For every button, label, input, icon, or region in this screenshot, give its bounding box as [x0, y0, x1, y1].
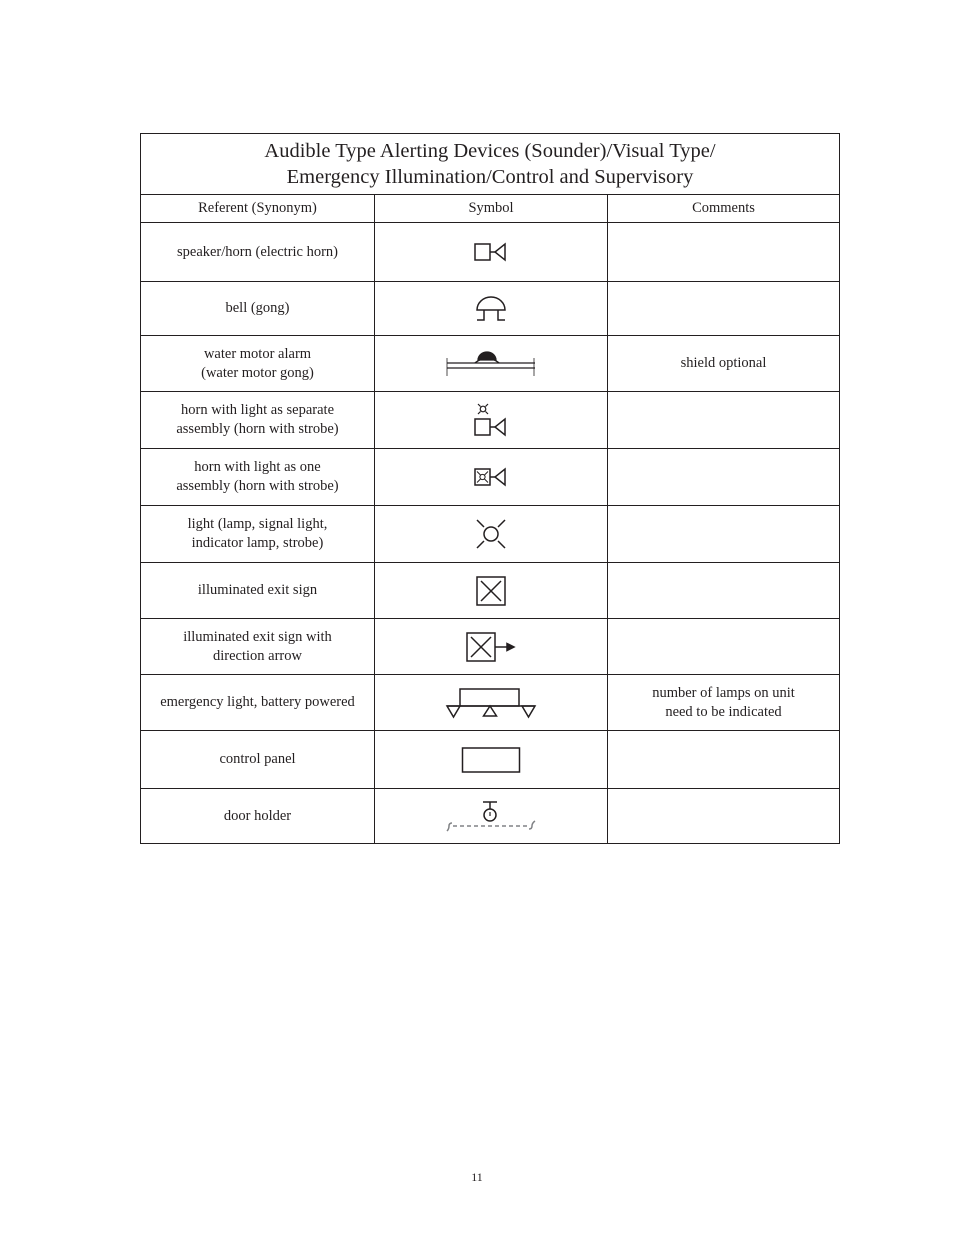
- referent-cell: [141, 336, 374, 391]
- symbol-cell: [374, 336, 607, 391]
- table-row: [141, 223, 839, 282]
- header-referent: Referent (Synonym): [198, 200, 317, 216]
- referent-text: assembly (horn with strobe): [176, 421, 339, 437]
- exit-sign-icon: [475, 575, 507, 607]
- symbol-cell: [374, 392, 607, 448]
- referent-text: control panel: [219, 751, 296, 767]
- page-number: 11: [471, 1170, 483, 1184]
- emergency-light-icon: [445, 686, 537, 720]
- symbol-cell: [374, 223, 607, 281]
- referent-text: light (lamp, signal light,: [187, 516, 328, 532]
- table-title: [141, 134, 839, 195]
- comments-cell: [607, 563, 839, 618]
- table-row: [141, 675, 839, 731]
- light-icon: [474, 517, 508, 551]
- table-row: [141, 392, 839, 449]
- symbol-cell: [374, 619, 607, 674]
- horn-light-separate-icon: [474, 402, 508, 438]
- exit-sign-arrow-icon: [465, 631, 517, 663]
- referent-text: direction arrow: [213, 647, 302, 664]
- referent-text: water motor alarm: [203, 345, 312, 362]
- comment-text: shield optional: [680, 355, 767, 371]
- table-title-line-1: Audible Type Alerting Devices (Sounder)/Visual Type/: [264, 140, 716, 162]
- referent-cell: [141, 282, 374, 335]
- comments-cell: [607, 449, 839, 505]
- symbol-cell: [374, 282, 607, 335]
- referent-text: horn with light as separate: [180, 402, 334, 418]
- table-row: [141, 789, 839, 843]
- header-comments: Comments: [607, 195, 839, 222]
- symbol-cell: [374, 675, 607, 730]
- comment-text: need to be indicated: [665, 703, 782, 720]
- referent-text: bell (gong): [225, 300, 290, 316]
- referent-text: indicator lamp, strobe): [191, 535, 324, 551]
- symbol-cell: [374, 506, 607, 562]
- referent-cell: [141, 563, 374, 618]
- referent-cell: [141, 789, 374, 843]
- table-title-line-2: Emergency Illumination/Control and Supervisory: [286, 166, 694, 188]
- bell-icon: [474, 295, 508, 323]
- header-symbol: Symbol: [374, 195, 607, 222]
- symbols-table: [140, 133, 840, 844]
- comments-cell: [607, 392, 839, 448]
- comments-cell: [607, 282, 839, 335]
- referent-cell: [141, 223, 374, 281]
- referent-text: emergency light, battery powered: [160, 694, 355, 710]
- table-row: [141, 336, 839, 392]
- comments-cell: [607, 789, 839, 843]
- referent-cell: [141, 449, 374, 505]
- comment-text: number of lamps on unit: [652, 684, 795, 701]
- referent-cell: [141, 731, 374, 788]
- referent-cell: [141, 506, 374, 562]
- referent-cell: [141, 619, 374, 674]
- symbol-cell: [374, 449, 607, 505]
- table-row: [141, 506, 839, 563]
- referent-text: assembly (horn with strobe): [176, 478, 339, 494]
- referent-text: speaker/horn (electric horn): [176, 243, 339, 260]
- table-row: [141, 563, 839, 619]
- symbol-cell: [374, 731, 607, 788]
- referent-cell: [141, 675, 374, 730]
- referent-text: horn with light as one: [194, 459, 321, 475]
- speaker-horn-icon: [474, 242, 508, 262]
- comments-cell: [607, 731, 839, 788]
- water-motor-alarm-icon: [445, 350, 537, 378]
- table-row: [141, 731, 839, 789]
- comments-cell: [607, 619, 839, 674]
- table-header-row: [141, 195, 839, 223]
- referent-text: illuminated exit sign: [197, 582, 318, 598]
- comments-cell: [607, 506, 839, 562]
- referent-text: (water motor gong): [201, 364, 314, 381]
- table-row: [141, 449, 839, 506]
- referent-text: door holder: [223, 807, 292, 824]
- table-row: [141, 282, 839, 336]
- referent-cell: [141, 392, 374, 448]
- comments-cell: [607, 223, 839, 281]
- symbol-cell: [374, 789, 607, 843]
- door-holder-icon: [445, 799, 537, 833]
- referent-text: illuminated exit sign with: [183, 628, 332, 645]
- symbol-cell: [374, 563, 607, 618]
- table-row: [141, 619, 839, 675]
- control-panel-icon: [461, 746, 521, 774]
- comments-cell: [607, 675, 839, 730]
- comments-cell: [607, 336, 839, 391]
- horn-light-one-icon: [474, 467, 508, 487]
